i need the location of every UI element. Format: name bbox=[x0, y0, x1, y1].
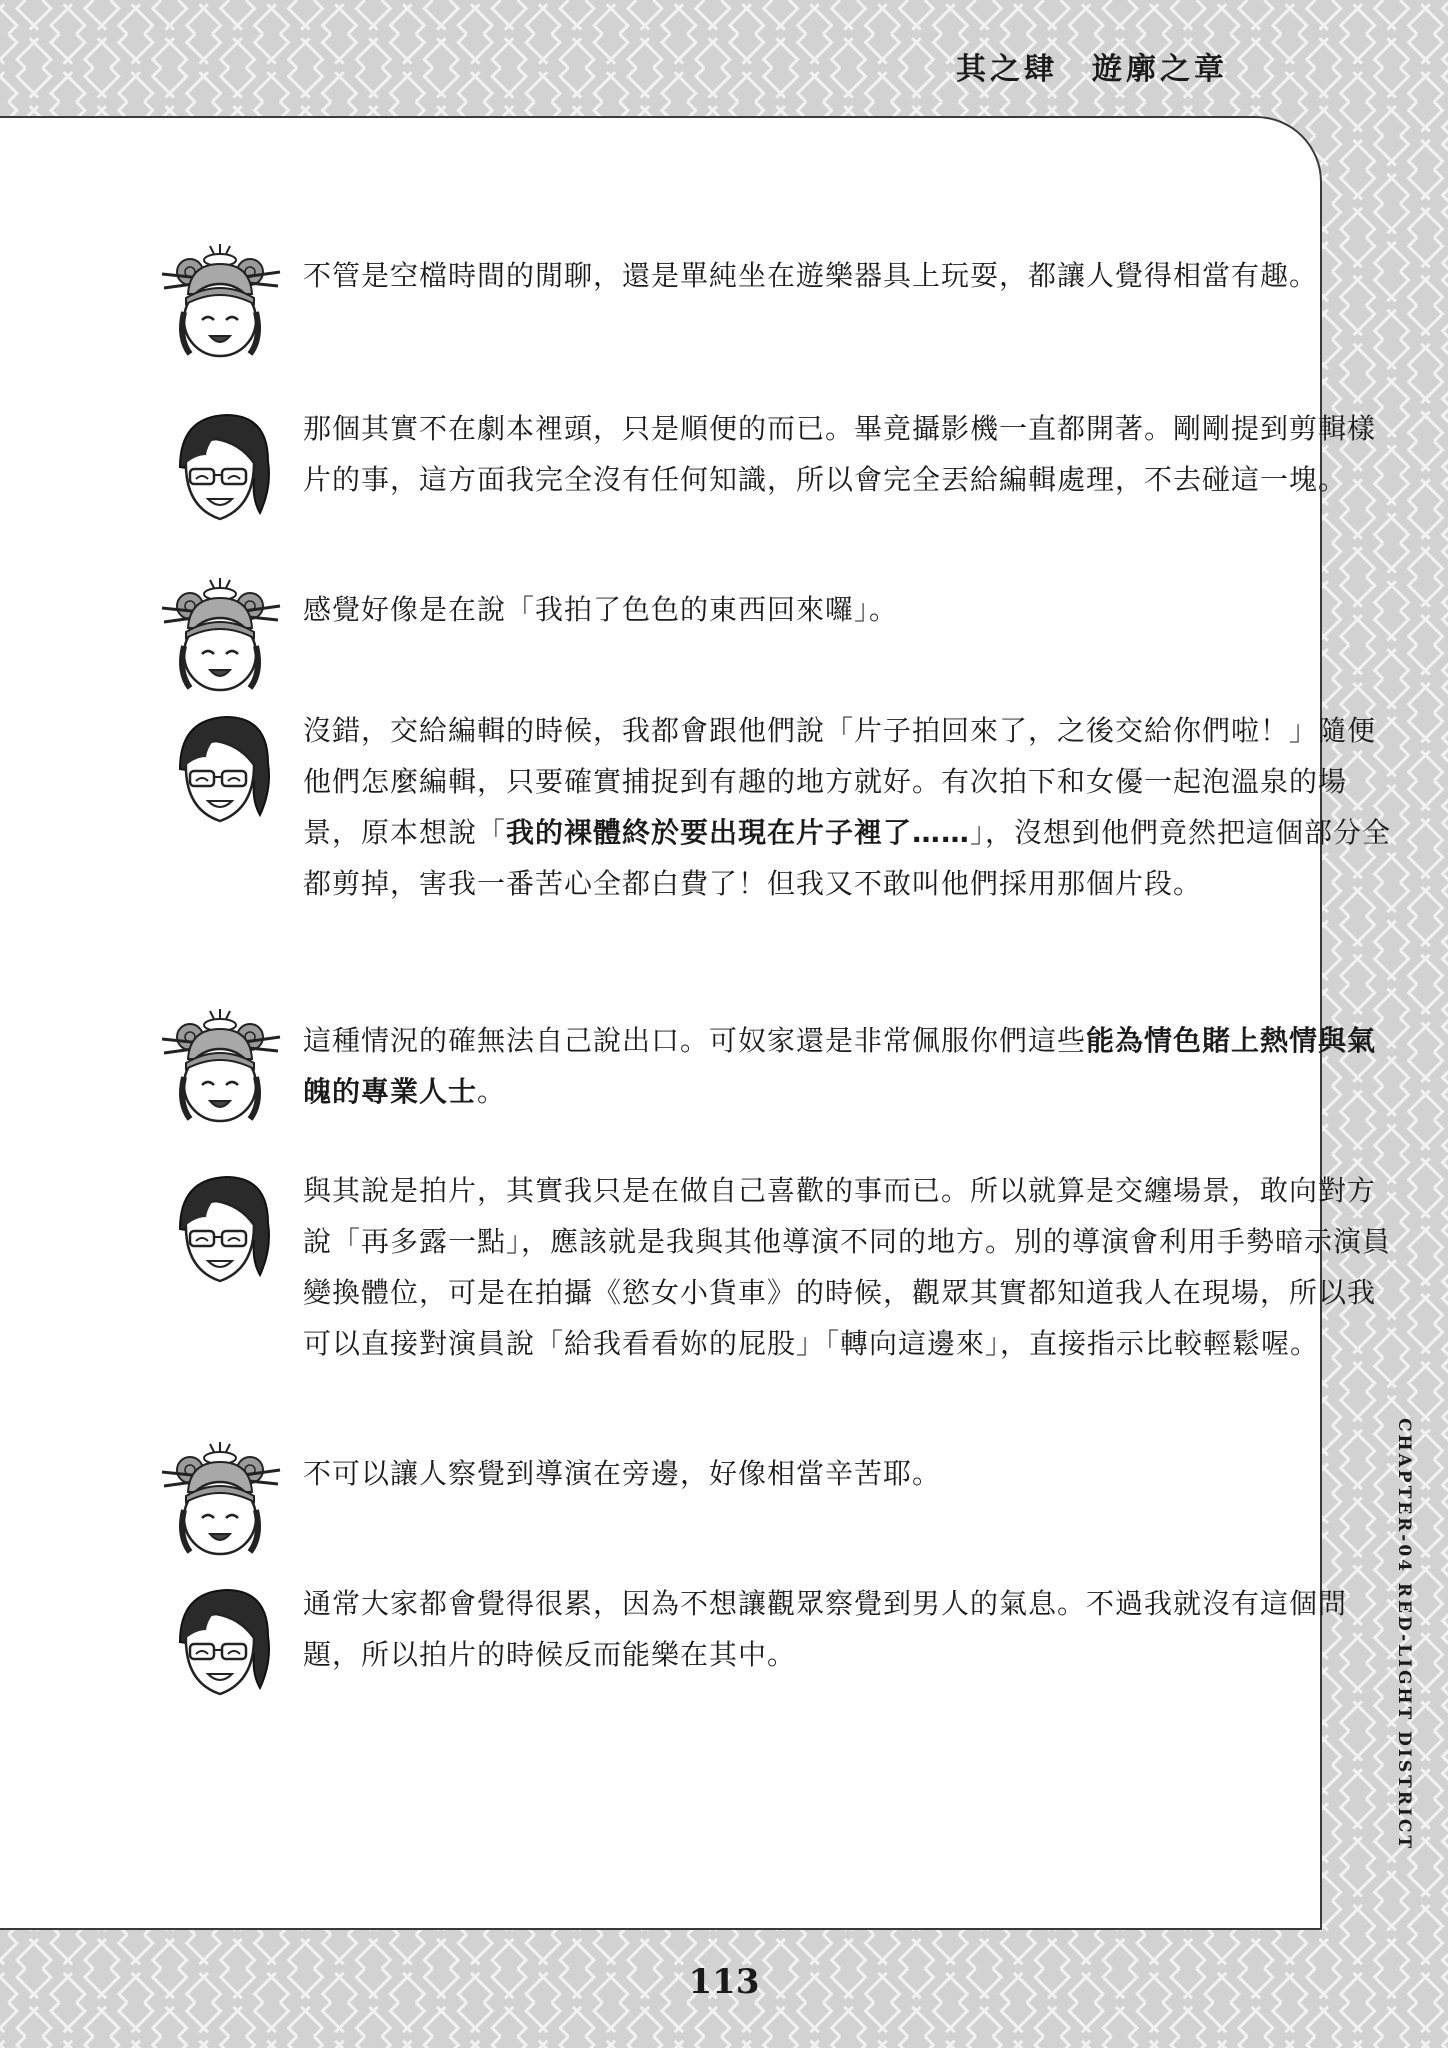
speech-text bbox=[303, 1165, 1403, 1369]
speech-segment: 不管是空檔時間的閒聊，還是單純坐在遊樂器具上玩耍，都讓人覺得相當有趣。 bbox=[303, 259, 1319, 292]
director-face-icon bbox=[160, 705, 282, 829]
oiran-face-icon bbox=[160, 576, 282, 700]
speech-segment: 感覺好像是在說「我拍了色色的東西回來囉」。 bbox=[303, 593, 899, 626]
oiran-face-icon bbox=[160, 242, 282, 366]
director-face-icon bbox=[160, 1578, 282, 1702]
speech-text bbox=[303, 584, 1403, 635]
director-face-icon bbox=[160, 403, 282, 527]
oiran-face-icon bbox=[160, 1440, 282, 1564]
chapter-header-title: 其之肆 遊廓之章 bbox=[956, 52, 1228, 87]
speech-segment: 不可以讓人察覺到導演在旁邊，好像相當辛苦耶。 bbox=[303, 1457, 942, 1490]
speech-segment: 沒錯，交給編輯的時候，我都會跟他們說「片子拍回來了，之後交給你們啦！」隨便他們怎麼編輯，只要確實捕捉到有趣的地方就好。有次拍下和女優一起泡溫泉的場景，原本想說「 bbox=[303, 714, 1377, 849]
emphasis-text: 我的裸體終於要出現在片子裡了…… bbox=[506, 816, 971, 849]
emphasis-text: 能為情色賭上熱情與氣魄的專業人士 bbox=[303, 1024, 1377, 1108]
speech-text bbox=[303, 1448, 1403, 1499]
speech-segment: 與其說是拍片，其實我只是在做自己喜歡的事而已。所以就算是交纏場景，敢向對方說「再多露一點」，應該就是我與其他導演不同的地方。別的導演會利用手勢暗示演員變換體位，可是在拍攝《慾女小貨車》的時候，觀眾其實都知道我人在現場，所以我可以直接對演員說「給我看看妳的屁股」「轉向這邊來」，直接指示比較輕鬆喔。 bbox=[303, 1174, 1392, 1360]
speech-text bbox=[303, 403, 1403, 505]
chapter-side-label: CHAPTER-04 RED-LIGHT DISTRICT bbox=[1394, 1418, 1414, 1852]
speech-segment: 通常大家都會覺得很累，因為不想讓觀眾察覺到男人的氣息。不過我就沒有這個問題，所以拍片的時候反而能樂在其中。 bbox=[303, 1587, 1348, 1671]
speech-text bbox=[303, 705, 1403, 909]
oiran-face-icon bbox=[160, 1007, 282, 1131]
speech-text bbox=[303, 250, 1403, 301]
speech-text bbox=[303, 1578, 1403, 1680]
speech-segment: 。 bbox=[477, 1075, 507, 1108]
speech-segment: 這種情況的確無法自己說出口。可奴家還是非常佩服你們這些 bbox=[303, 1024, 1087, 1057]
page-number: 113 bbox=[688, 1962, 760, 2002]
speech-text bbox=[303, 1015, 1403, 1117]
director-face-icon bbox=[160, 1165, 282, 1289]
speech-segment: 那個其實不在劇本裡頭，只是順便的而已。畢竟攝影機一直都開著。剛剛提到剪輯樣片的事，這方面我完全沒有任何知識，所以會完全丟給編輯處理，不去碰這一塊。 bbox=[303, 412, 1377, 496]
speech-segment: 」，沒想到他們竟然把這個部分全都剪掉，害我一番苦心全都白費了！但我又不敢叫他們採用那個片段。 bbox=[303, 816, 1392, 900]
